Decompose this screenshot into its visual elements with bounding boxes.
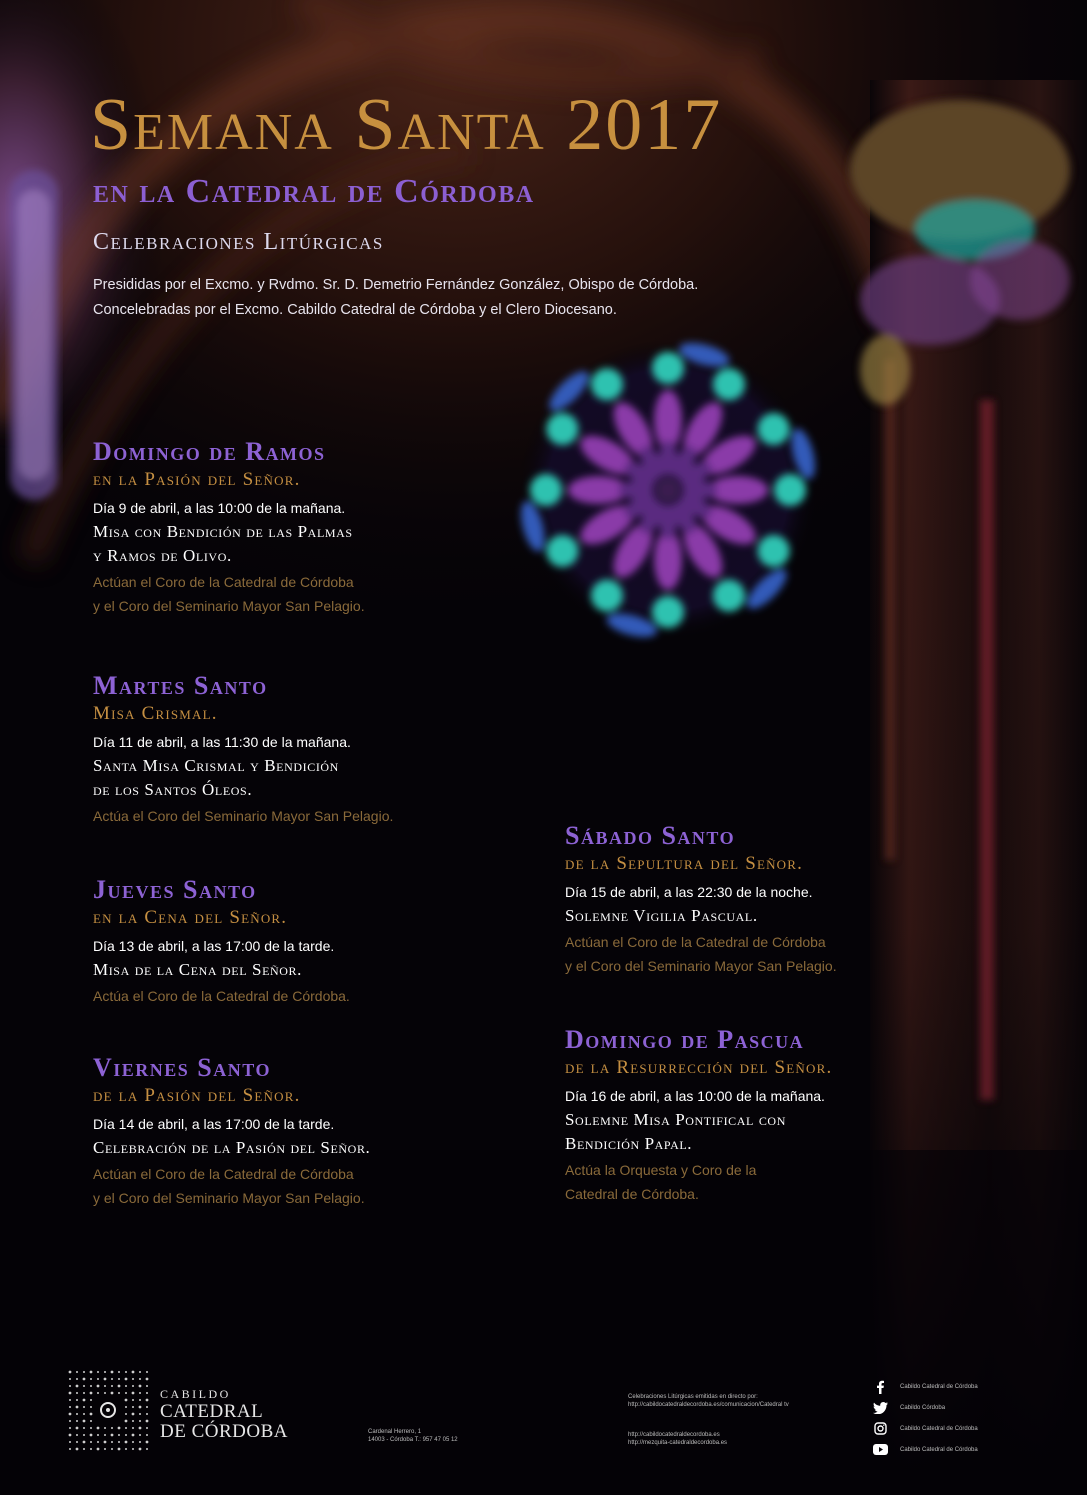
event-subtitle: en la Pasión del Señor. <box>93 469 301 490</box>
event-description-line: Celebración de la Pasión del Señor. <box>93 1138 371 1157</box>
website-link[interactable]: http://mezquita-catedraldecordoba.es <box>628 1440 728 1446</box>
page-subtitle: en la Catedral de Córdoba <box>93 173 535 210</box>
event-name: Viernes Santo <box>93 1053 271 1082</box>
footer-broadcast <box>628 1393 789 1409</box>
event-choir-line: y el Coro del Seminario Mayor San Pelagio. <box>93 1190 365 1206</box>
event-description-line: Solemne Vigilia Pascual. <box>565 906 758 925</box>
logo-line: DE CÓRDOBA <box>160 1421 288 1442</box>
event-description <box>93 958 350 982</box>
address-line: Cardenal Herrero, 1 <box>368 1429 422 1435</box>
event-choir-line: Actúan el Coro de la Catedral de Córdoba <box>565 934 826 950</box>
event-subtitle: en la Cena del Señor. <box>93 907 288 928</box>
social-label: Cabildo Catedral de Córdoba <box>900 1446 978 1453</box>
event-choir <box>565 1158 832 1206</box>
event-choir-line: Catedral de Córdoba. <box>565 1186 699 1202</box>
event-viernes-santo <box>93 1053 370 1210</box>
event-choir-line: Actúan el Coro de la Catedral de Córdoba <box>93 1166 354 1182</box>
footer-websites <box>628 1431 727 1447</box>
cabildo-logo-icon <box>66 1368 150 1452</box>
social-twitter[interactable] <box>872 1397 978 1418</box>
instagram-icon <box>872 1421 888 1437</box>
event-description-line: Santa Misa Crismal y Bendición <box>93 756 339 775</box>
event-name: Domingo de Ramos <box>93 437 326 466</box>
address-line: 14003 - Córdoba T.: 957 47 05 12 <box>368 1437 458 1443</box>
event-choir <box>93 1162 370 1210</box>
logo-line: CATEDRAL <box>160 1401 264 1422</box>
youtube-icon <box>872 1442 888 1458</box>
event-name: Domingo de Pascua <box>565 1025 805 1054</box>
event-date: Día 9 de abril, a las 10:00 de la mañana. <box>93 500 346 516</box>
footer-social-links <box>872 1376 978 1460</box>
event-choir-line: y el Coro del Seminario Mayor San Pelagio. <box>565 958 837 974</box>
event-description <box>565 1108 832 1156</box>
footer-address <box>368 1428 458 1444</box>
event-subtitle: de la Sepultura del Señor. <box>565 853 804 874</box>
event-subtitle: de la Resurrección del Señor. <box>565 1057 833 1078</box>
event-description <box>93 1136 370 1160</box>
social-youtube[interactable] <box>872 1439 978 1460</box>
event-martes-santo <box>93 671 393 828</box>
event-date: Día 14 de abril, a las 17:00 de la tarde. <box>93 1116 335 1132</box>
event-choir <box>93 984 350 1008</box>
event-name: Jueves Santo <box>93 875 257 904</box>
intro-line: Concelebradas por el Excmo. Cabildo Catedral de Córdoba y el Clero Diocesano. <box>93 302 617 318</box>
section-heading: Celebraciones Litúrgicas <box>93 229 384 255</box>
event-choir-line: Actúa el Coro del Seminario Mayor San Pelagio. <box>93 808 394 824</box>
event-choir-line: y el Coro del Seminario Mayor San Pelagio. <box>93 598 365 614</box>
twitter-icon <box>872 1400 888 1416</box>
event-description <box>93 520 365 568</box>
broadcast-line: Celebraciones Litúrgicas emitidas en directo por: <box>628 1394 758 1400</box>
social-instagram[interactable] <box>872 1418 978 1439</box>
event-jueves-santo <box>93 875 350 1008</box>
event-date: Día 11 de abril, a las 11:30 de la mañana. <box>93 734 351 750</box>
intro-text <box>93 273 853 323</box>
event-choir-line: Actúa el Coro de la Catedral de Córdoba. <box>93 988 350 1004</box>
social-label: Cabildo Catedral de Córdoba <box>900 1383 978 1390</box>
event-date: Día 16 de abril, a las 10:00 de la mañana. <box>565 1088 825 1104</box>
cabildo-logo-text <box>160 1386 288 1442</box>
event-description-line: de los Santos Óleos. <box>93 780 253 799</box>
intro-line: Presididas por el Excmo. y Rvdmo. Sr. D. Demetrio Fernández González, Obispo de Córdoba. <box>93 277 699 293</box>
event-choir-line: Actúan el Coro de la Catedral de Córdoba <box>93 574 354 590</box>
event-choir-line: Actúa la Orquesta y Coro de la <box>565 1162 757 1178</box>
event-name: Martes Santo <box>93 671 268 700</box>
event-description-line: Misa con Bendición de las Palmas <box>93 522 353 541</box>
event-description <box>93 754 393 802</box>
event-sabado-santo <box>565 821 837 978</box>
website-link[interactable]: http://cabildocatedraldecordoba.es <box>628 1432 720 1438</box>
social-label: Cabildo Catedral de Córdoba <box>900 1425 978 1432</box>
event-description-line: Misa de la Cena del Señor. <box>93 960 302 979</box>
event-domingo-de-pascua <box>565 1025 832 1206</box>
event-description-line: y Ramos de Olivo. <box>93 546 232 565</box>
event-subtitle: Misa Crismal. <box>93 703 218 724</box>
event-choir <box>93 804 393 828</box>
logo-line: CABILDO <box>160 1387 231 1401</box>
event-description-line: Solemne Misa Pontifical con <box>565 1110 786 1129</box>
event-choir <box>565 930 837 978</box>
social-facebook[interactable] <box>872 1376 978 1397</box>
page-title: Semana Santa 2017 <box>90 84 723 166</box>
event-domingo-de-ramos <box>93 437 365 618</box>
social-label: Cabildo Córdoba <box>900 1404 946 1411</box>
event-date: Día 13 de abril, a las 17:00 de la tarde. <box>93 938 335 954</box>
event-date: Día 15 de abril, a las 22:30 de la noche. <box>565 884 813 900</box>
event-subtitle: de la Pasión del Señor. <box>93 1085 301 1106</box>
event-name: Sábado Santo <box>565 821 736 850</box>
event-choir <box>93 570 365 618</box>
broadcast-link[interactable]: http://cabildocatedraldecordoba.es/comunicacion/Catedral tv <box>628 1402 789 1408</box>
facebook-icon <box>872 1379 888 1395</box>
event-description <box>565 904 837 928</box>
event-description-line: Bendición Papal. <box>565 1134 693 1153</box>
